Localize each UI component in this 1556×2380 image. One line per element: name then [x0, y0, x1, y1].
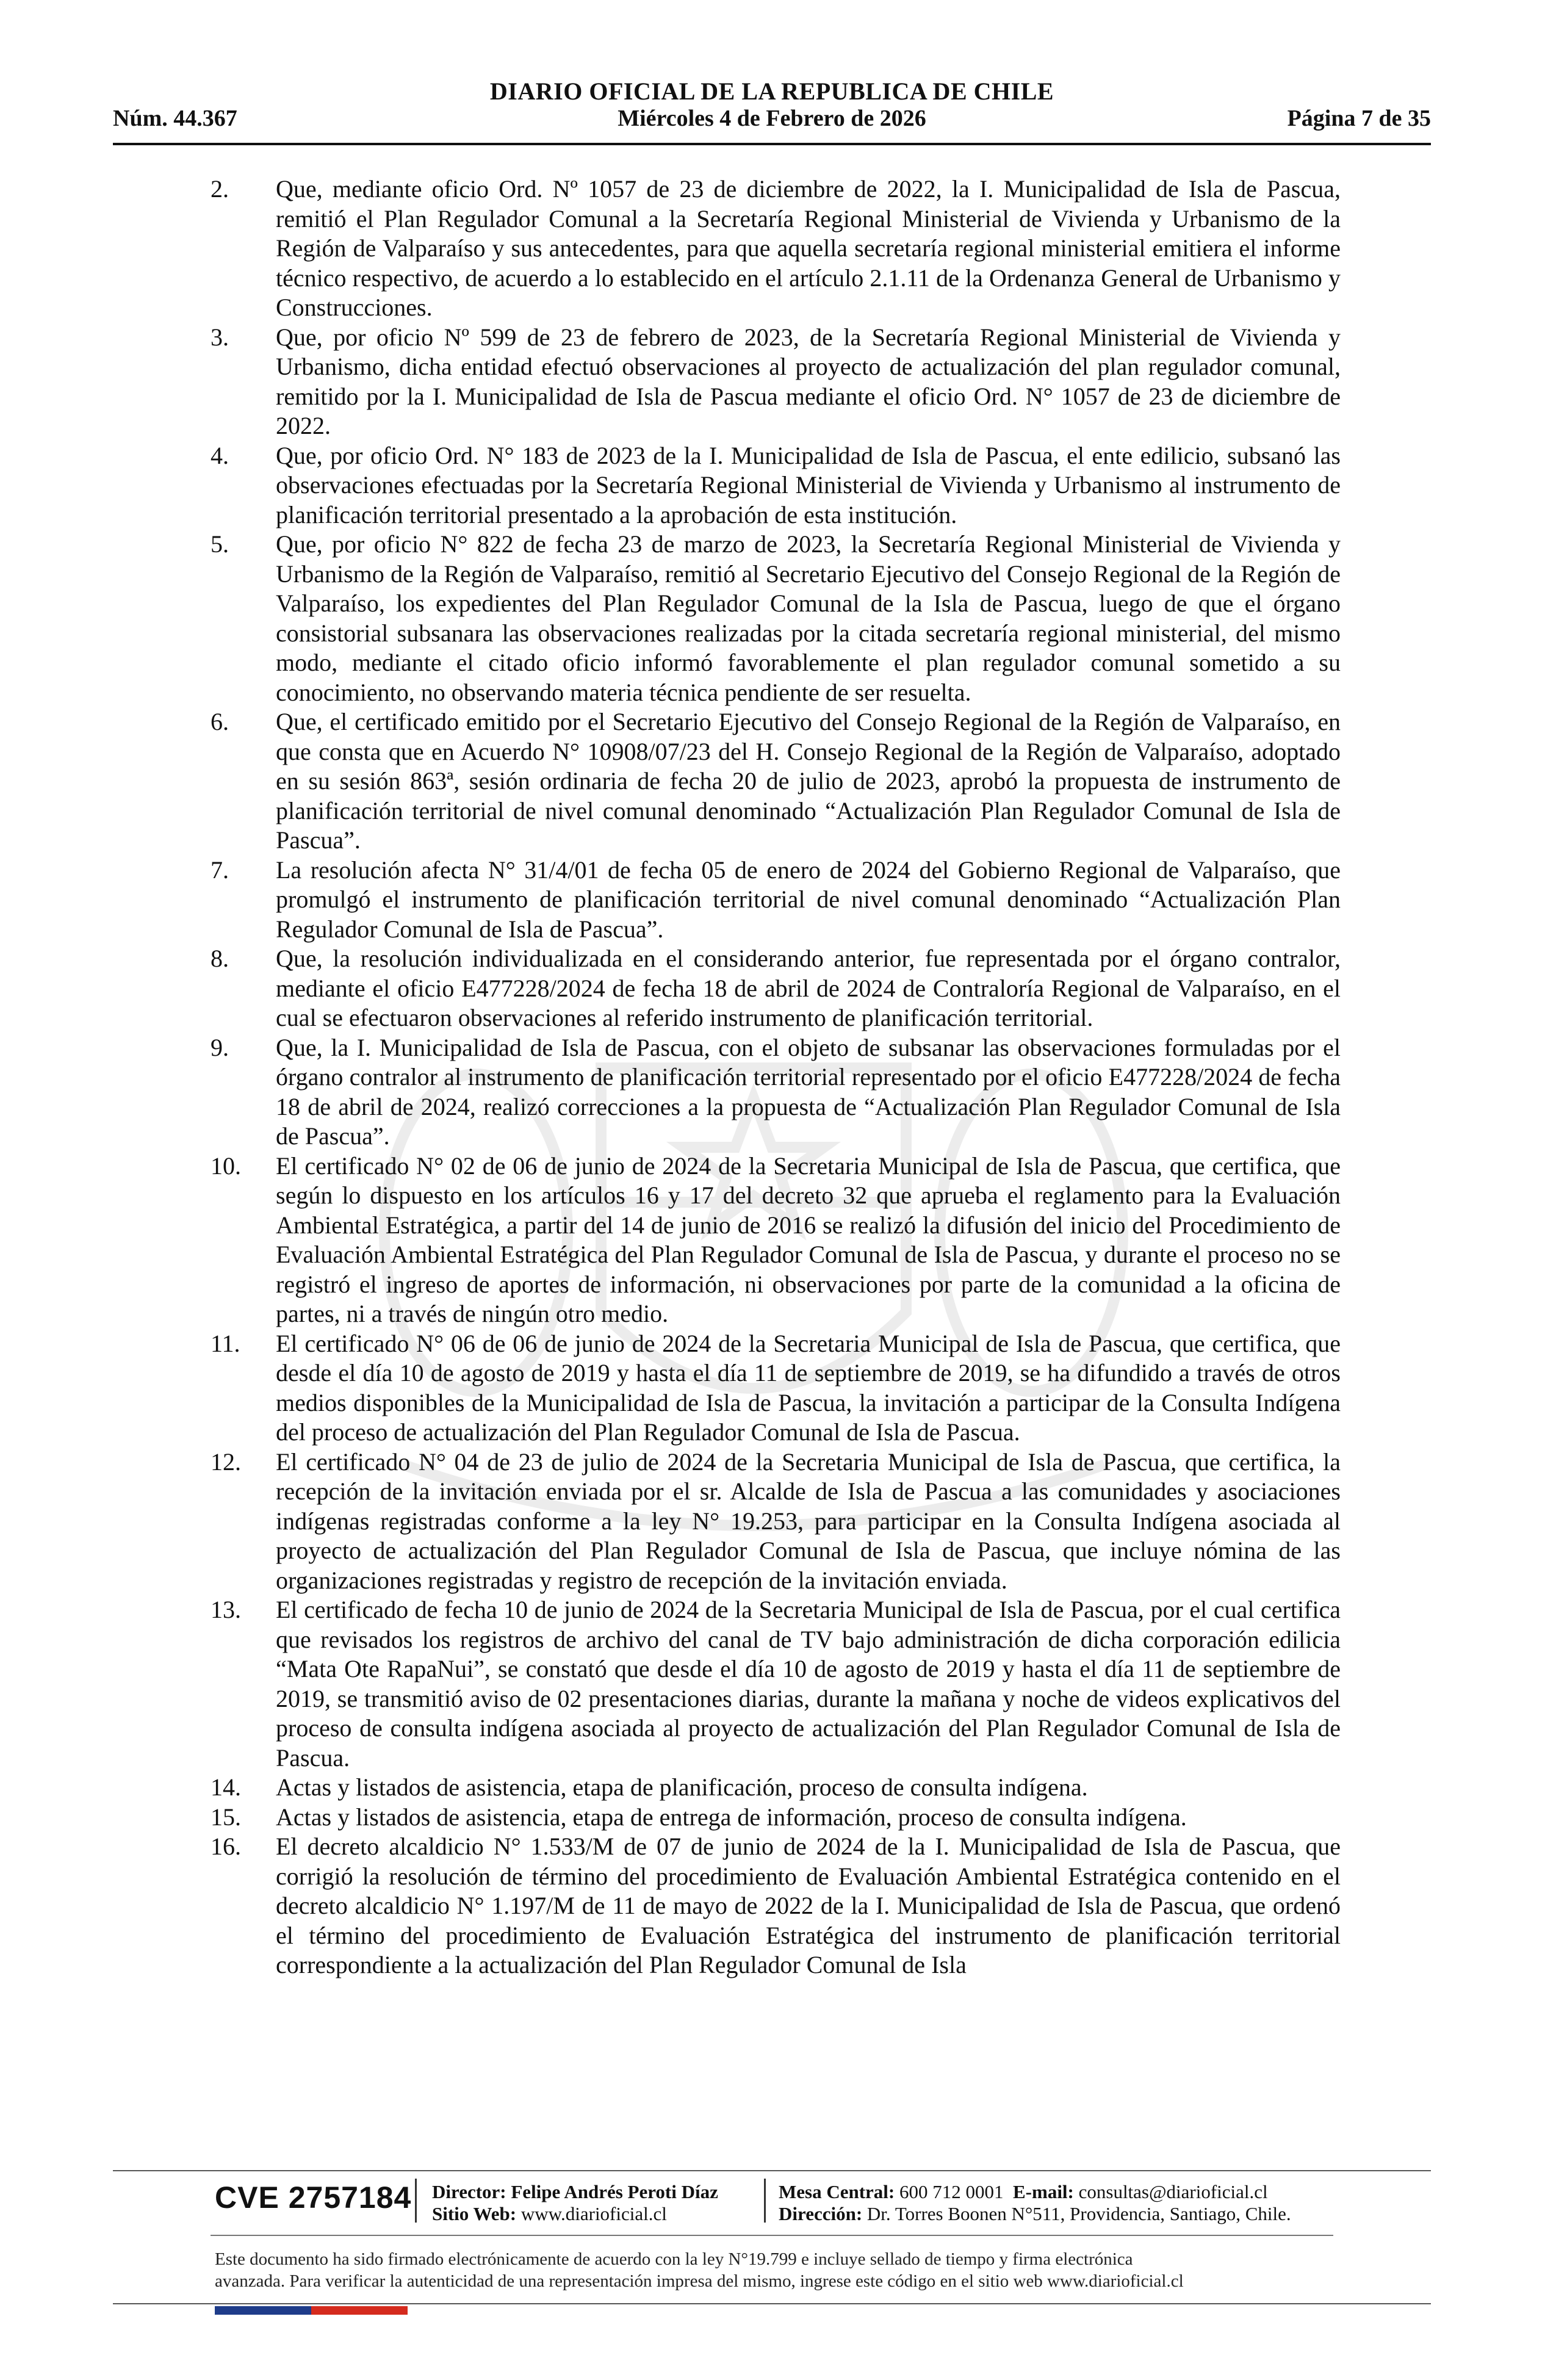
item-number: 16. — [211, 1833, 241, 1860]
item-text: El certificado N° 04 de 23 de julio de 2024 de la Secretaria Municipal de Isla de Pascua, que certifica, la recepción de la invitación enviada por el sr. Alcalde de Isla de Pascua a las comunidades y asociaciones indígenas registradas conforme a la ley N° 19.253, para participar en la Consulta Indígena asociada al proyecto de actualización del Plan Regulador Comunal de Isla de Pascua, que incluye nómina de las organizaciones registradas y registro de recepción de la invitación enviada. — [276, 1448, 1341, 1594]
item-number: 2. — [211, 175, 229, 203]
item-number: 11. — [211, 1329, 240, 1357]
item-text: Que, mediante oficio Ord. Nº 1057 de 23 de diciembre de 2022, la I. Municipalidad de Isla de Pascua, remitió el Plan Regulador Comunal a la Secretaría Regional Ministerial de Vivienda y Urbanismo de la Región de Valparaíso y sus antecedentes, para que aquella secretaría regional ministerial emitiera el informe técnico respectivo, de acuerdo a lo establecido en el artículo 2.1.11 de la Ordenanza General de Urbanismo y Construcciones. — [276, 175, 1341, 321]
list-item — [211, 1448, 1341, 1596]
signature-notice-line: avanzada. Para verificar la autenticidad de una representación impresa del mismo, ingrese este código en el sitio web www.diarioficial.cl — [215, 2271, 1184, 2291]
item-text: Que, por oficio Nº 599 de 23 de febrero de 2023, de la Secretaría Regional Ministerial de Vivienda y Urbanismo, dicha entidad efectuó observaciones al proyecto de actualización del plan regulador comunal, remitido por la I. Municipalidad de Isla de Pascua mediante el oficio Ord. N° 1057 de 23 de diciembre de 2022. — [276, 323, 1341, 439]
signature-notice — [215, 2248, 1344, 2292]
header-divider — [113, 143, 1431, 145]
issue-date: Miércoles 4 de Febrero de 2026 — [618, 106, 926, 131]
item-number: 13. — [211, 1596, 241, 1623]
list-item — [211, 175, 1341, 323]
item-text: Que, por oficio Ord. N° 183 de 2023 de la I. Municipalidad de Isla de Pascua, el ente edilicio, subsanó las observaciones efectuadas por la Secretaría Regional Ministerial de Vivienda y Urbanismo al instrumento de planificación territorial presentado a la aprobación de esta institución. — [276, 441, 1341, 528]
item-number: 6. — [211, 708, 229, 735]
footer-separator — [764, 2179, 766, 2223]
list-item — [211, 1329, 1341, 1448]
address-label: Dirección: — [779, 2203, 863, 2224]
item-text: Actas y listados de asistencia, etapa de entrega de información, proceso de consulta indígena. — [276, 1803, 1187, 1831]
email-label: E-mail: — [1013, 2181, 1074, 2202]
journal-title: DIARIO OFICIAL DE LA REPUBLICA DE CHILE — [489, 78, 1054, 105]
item-number: 5. — [211, 530, 229, 558]
item-number: 14. — [211, 1773, 241, 1801]
flag-stripe-blue — [215, 2306, 311, 2315]
flag-stripe-red — [311, 2306, 408, 2315]
item-text: Que, la I. Municipalidad de Isla de Pascua, con el objeto de subsanar las observaciones formuladas por el órgano contralor al instrumento de planificación territorial representado por el oficio E477228/2024 de fecha 18 de abril de 2024, realizó correcciones a la propuesta de “Actualización Plan Regulador Comunal de Isla de Pascua”. — [276, 1033, 1341, 1150]
email-link[interactable]: consultas@diarioficial.cl — [1078, 2181, 1268, 2202]
item-text: Que, la resolución individualizada en el considerando anterior, fue representada por el órgano contralor, mediante el oficio E477228/2024 de fecha 18 de abril de 2024 de Contraloría Regional de Valparaíso, en el cual se efectuaron observaciones al referido instrumento de planificación territorial. — [276, 945, 1341, 1031]
phone-label: Mesa Central: — [779, 2181, 895, 2202]
footer-divider — [113, 2170, 1431, 2171]
item-text: Que, el certificado emitido por el Secretario Ejecutivo del Consejo Regional de la Región de Valparaíso, en que consta que en Acuerdo N° 10908/07/23 del H. Consejo Regional de la Región de Valparaíso, adoptado en su sesión 863ª, sesión ordinaria de fecha 20 de julio de 2023, aprobó la propuesta de instrumento de planificación territorial de nivel comunal denominado “Actualización Plan Regulador Comunal de Isla de Pascua”. — [276, 708, 1341, 854]
list-item — [211, 1803, 1341, 1833]
footer-contact-block — [779, 2181, 1291, 2225]
list-item — [211, 1832, 1341, 1980]
page-number: Página 7 de 35 — [1287, 106, 1431, 131]
considerations-list — [211, 175, 1341, 1980]
director-name: Felipe Andrés Peroti Díaz — [511, 2181, 718, 2202]
item-text: Actas y listados de asistencia, etapa de planificación, proceso de consulta indígena. — [276, 1773, 1088, 1801]
signature-notice-line: Este documento ha sido firmado electrónicamente de acuerdo con la ley N°19.799 e incluye sellado de tiempo y firma electrónica — [215, 2249, 1133, 2269]
director-label: Director: — [432, 2181, 506, 2202]
footer-director-block — [432, 2181, 718, 2225]
list-item — [211, 323, 1341, 441]
list-item — [211, 441, 1341, 530]
list-item — [211, 1595, 1341, 1773]
item-number: 7. — [211, 856, 229, 884]
item-text: El certificado de fecha 10 de junio de 2024 de la Secretaria Municipal de Isla de Pascua, por el cual certifica que revisados los registros de archivo del canal de TV bajo administración de dicha corporación edilicia “Mata Ote RapaNui”, se constató que desde el día 10 de agosto de 2019 y hasta el día 11 de septiembre de 2019, se transmitió aviso de 02 presentaciones diarias, durante la mañana y noche de videos explicativos del proceso de consulta indígena asociada al proyecto de actualización del Plan Regulador Comunal de Isla de Pascua. — [276, 1596, 1341, 1772]
item-number: 3. — [211, 323, 229, 351]
list-item — [211, 1033, 1341, 1152]
list-item — [211, 707, 1341, 856]
item-number: 10. — [211, 1152, 241, 1180]
item-text: La resolución afecta N° 31/4/01 de fecha 05 de enero de 2024 del Gobierno Regional de Valparaíso, que promulgó el instrumento de planificación territorial de nivel comunal denominado “Actualización Plan Regulador Comunal de Isla de Pascua”. — [276, 856, 1341, 943]
page-header — [113, 77, 1431, 145]
item-text: Que, por oficio N° 822 de fecha 23 de marzo de 2023, la Secretaría Regional Ministerial de Vivienda y Urbanismo de la Región de Valparaíso, remitió al Secretario Ejecutivo del Consejo Regional de la Región de Valparaíso, los expedientes del Plan Regulador Comunal de la Isla de Pascua, luego de que el órgano consistorial subsanara las observaciones realizadas por la citada secretaría regional ministerial, del mismo modo, mediante el citado oficio informó favorablemente el plan regulador comunal sometido a su conocimiento, no observando materia técnica pendiente de ser resuelta. — [276, 530, 1341, 706]
list-item — [211, 1773, 1341, 1803]
item-text: El certificado N° 02 de 06 de junio de 2024 de la Secretaria Municipal de Isla de Pascua, que certifica, que según lo dispuesto en los artículos 16 y 17 del decreto 32 que aprueba el reglamento para la Evaluación Ambiental Estratégica, a partir del 14 de junio de 2016 se realizó la difusión del inicio del Procedimiento de Evaluación Ambiental Estratégica del Plan Regulador Comunal de Isla de Pascua, y durante el proceso no se registró el ingreso de aportes de información, ni observaciones por parte de la comunidad a la oficina de partes, ni a través de ningún otro medio. — [276, 1152, 1341, 1327]
address-text: Dr. Torres Boonen N°511, Providencia, Santiago, Chile. — [866, 2203, 1291, 2224]
list-item — [211, 944, 1341, 1033]
item-number: 4. — [211, 441, 229, 469]
web-label: Sitio Web: — [432, 2203, 517, 2224]
cve-code: CVE 2757184 — [215, 2180, 412, 2215]
list-item — [211, 856, 1341, 945]
item-number: 12. — [211, 1448, 241, 1476]
item-number: 8. — [211, 945, 229, 972]
website-link[interactable]: www.diarioficial.cl — [520, 2203, 667, 2224]
issue-number: Núm. 44.367 — [113, 106, 237, 131]
footer-separator — [415, 2179, 417, 2223]
footer-inner-divider — [211, 2235, 1333, 2236]
footer-bottom-divider — [113, 2303, 1431, 2304]
item-number: 15. — [211, 1803, 241, 1831]
phone-number: 600 712 0001 — [899, 2181, 1004, 2202]
item-text: El decreto alcaldicio N° 1.533/M de 07 de junio de 2024 de la I. Municipalidad de Isla de Pascua, que corrigió la resolución de término del procedimiento de Evaluación Ambiental Estratégica contenido en el decreto alcaldicio N° 1.197/M de 11 de mayo de 2022 de la I. Municipalidad de Isla de Pascua, que ordenó el término del procedimiento de Evaluación Estratégica del instrumento de planificación territorial correspondiente a la actualización del Plan Regulador Comunal de Isla — [276, 1833, 1341, 1978]
item-number: 9. — [211, 1033, 229, 1061]
item-text: El certificado N° 06 de 06 de junio de 2024 de la Secretaria Municipal de Isla de Pascua, que certifica, que desde el día 10 de agosto de 2019 y hasta el día 11 de septiembre de 2019, se ha difundido a través de otros medios disponibles de la Municipalidad de Isla de Pascua, la invitación a participar de la Consulta Indígena del proceso de actualización del Plan Regulador Comunal de Isla de Pascua. — [276, 1329, 1341, 1446]
list-item — [211, 530, 1341, 707]
list-item — [211, 1152, 1341, 1329]
